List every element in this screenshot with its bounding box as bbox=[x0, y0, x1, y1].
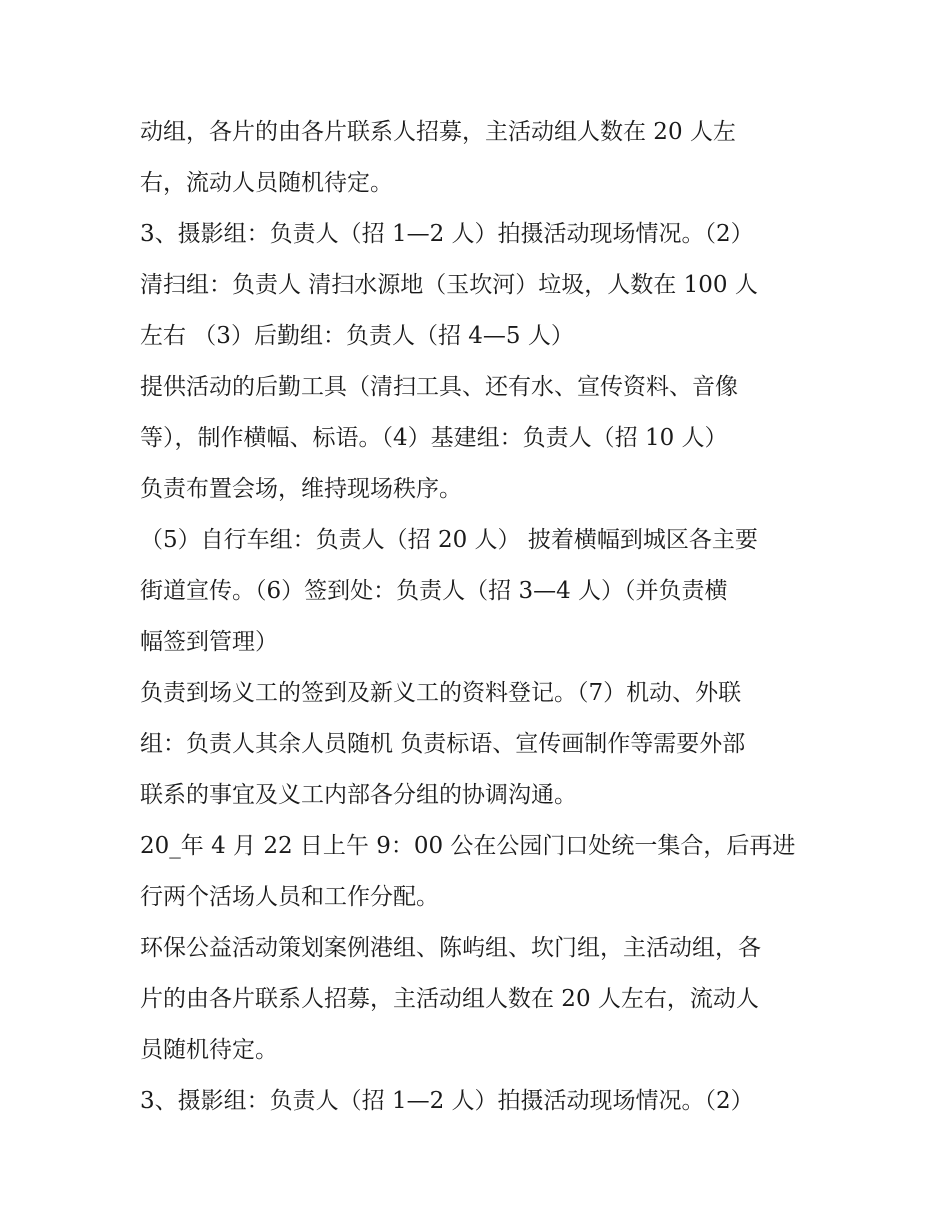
text-line: 员随机待定。 bbox=[140, 1037, 278, 1063]
text-line: 联系的事宜及义工内部各分组的协调沟通。 bbox=[140, 782, 577, 808]
text-line: 左右 （3）后勤组：负责人（招 4—5 人） bbox=[140, 323, 574, 349]
text-line: 3、摄影组：负责人（招 1—2 人）拍摄活动现场情况。（2） bbox=[140, 221, 754, 247]
text-line: （5）自行车组：负责人（招 20 人） 披着横幅到城区各主要 bbox=[140, 527, 758, 553]
text-line: 幅签到管理） bbox=[140, 629, 278, 655]
text-line: 负责布置会场，维持现场秩序。 bbox=[140, 476, 462, 502]
text-line: 右，流动人员随机待定。 bbox=[140, 170, 393, 196]
text-line: 组：负责人其余人员随机 负责标语、宣传画制作等需要外部 bbox=[140, 731, 746, 757]
text-line: 3、摄影组：负责人（招 1—2 人）拍摄活动现场情况。（2） bbox=[140, 1088, 754, 1114]
text-line: 街道宣传。（6）签到处：负责人（招 3—4 人）（并负责横 bbox=[140, 578, 728, 604]
text-line: 等），制作横幅、标语。（4）基建组：负责人（招 10 人） bbox=[140, 425, 728, 451]
text-line: 环保公益活动策划案例港组、陈屿组、坎门组，主活动组，各 bbox=[140, 935, 761, 961]
text-line: 20_年 4 月 22 日上午 9：00 公在公园门口处统一集合，后再进 bbox=[140, 833, 796, 859]
text-line: 动组，各片的由各片联系人招募，主活动组人数在 20 人左 bbox=[140, 119, 736, 145]
text-line: 片的由各片联系人招募，主活动组人数在 20 人左右，流动人 bbox=[140, 986, 759, 1012]
text-line: 提供活动的后勤工具（清扫工具、还有水、宣传资料、音像 bbox=[140, 374, 738, 400]
text-line: 行两个活场人员和工作分配。 bbox=[140, 884, 439, 910]
text-line: 负责到场义工的签到及新义工的资料登记。（7）机动、外联 bbox=[140, 680, 742, 706]
text-line: 清扫组：负责人 清扫水源地（玉坎河）垃圾，人数在 100 人 bbox=[140, 272, 758, 298]
body-text bbox=[140, 107, 820, 1127]
